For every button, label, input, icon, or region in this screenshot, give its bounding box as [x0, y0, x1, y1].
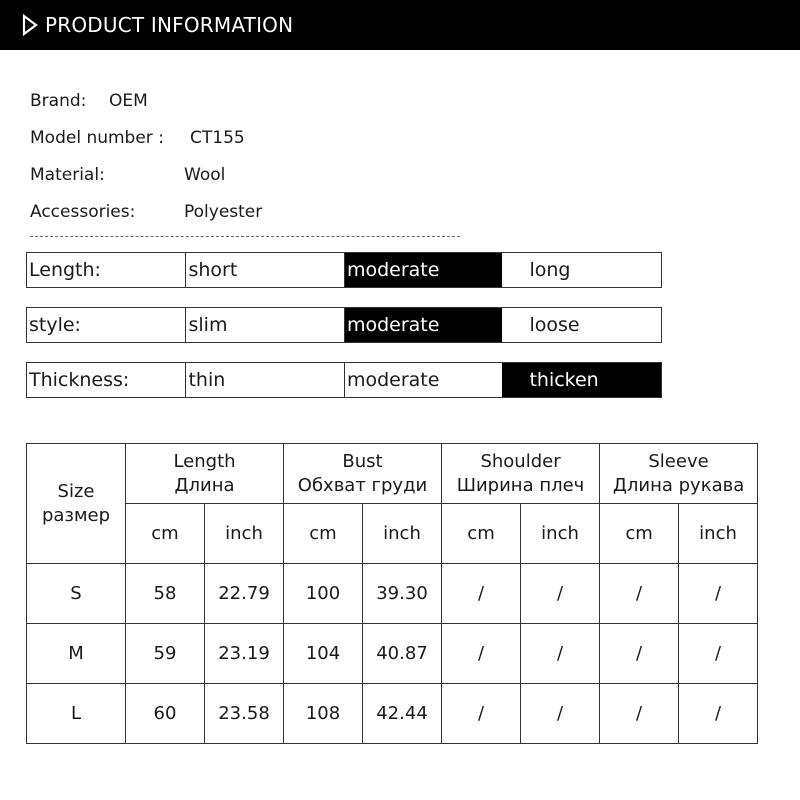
scale-length: [26, 252, 662, 288]
material-label: Material:: [30, 165, 105, 185]
value-cell: /: [521, 564, 600, 624]
material-value: Wool: [184, 165, 226, 185]
value-cell: /: [442, 564, 521, 624]
value-cell: /: [442, 684, 521, 744]
value-cell: /: [679, 684, 758, 744]
value-cell: /: [600, 564, 679, 624]
table-row: [27, 624, 758, 684]
scale-option-loose: loose: [529, 314, 580, 336]
bust-header: [284, 444, 442, 504]
scale-thickness: [26, 362, 662, 398]
scale-option-long: long: [529, 259, 571, 281]
value-cell: 42.44: [363, 684, 442, 744]
scale-label: Length:: [29, 259, 101, 281]
unit-cell: inch: [679, 504, 758, 564]
sleeve-header: [600, 444, 758, 504]
table-row: [27, 564, 758, 624]
value-cell: /: [521, 684, 600, 744]
unit-cell: cm: [126, 504, 205, 564]
bust-header-en: Bust: [342, 450, 383, 472]
value-cell: /: [679, 624, 758, 684]
scale-label: Thickness:: [29, 369, 130, 391]
scale-label: style:: [29, 314, 81, 336]
value-cell: 22.79: [205, 564, 284, 624]
length-header: [126, 444, 284, 504]
accessories-label: Accessories:: [30, 202, 136, 222]
size-cell: M: [27, 624, 126, 684]
scale-option-slim: slim: [185, 308, 343, 342]
sleeve-header-en: Sleeve: [648, 450, 709, 472]
size-cell: L: [27, 684, 126, 744]
length-header-ru: Длина: [174, 474, 235, 496]
scale-style: [26, 307, 662, 343]
scale-option-thicken: thicken: [502, 363, 661, 397]
value-cell: 40.87: [363, 624, 442, 684]
scale-option-moderate: moderate: [344, 363, 502, 397]
value-cell: /: [442, 624, 521, 684]
shoulder-header-ru: Ширина плеч: [456, 474, 585, 496]
value-cell: 100: [284, 564, 363, 624]
value-cell: 104: [284, 624, 363, 684]
value-cell: /: [600, 624, 679, 684]
unit-cell: inch: [363, 504, 442, 564]
model-number-label: Model number :: [30, 128, 164, 148]
value-cell: 23.19: [205, 624, 284, 684]
unit-cell: cm: [600, 504, 679, 564]
shoulder-header-en: Shoulder: [480, 450, 561, 472]
size-chart-table: [26, 443, 758, 744]
value-cell: /: [521, 624, 600, 684]
scale-option-moderate: moderate: [344, 253, 502, 287]
scale-option-thin: thin: [185, 363, 343, 397]
brand-value: OEM: [109, 91, 148, 111]
size-header-cell: [27, 444, 126, 564]
value-cell: 59: [126, 624, 205, 684]
unit-cell: inch: [521, 504, 600, 564]
page-title: PRODUCT INFORMATION: [45, 13, 294, 37]
length-header-en: Length: [173, 450, 236, 472]
value-cell: 23.58: [205, 684, 284, 744]
size-header-ru: размер: [41, 504, 111, 526]
accessories-value: Polyester: [184, 202, 263, 222]
brand-label: Brand:: [30, 91, 87, 111]
unit-cell: cm: [284, 504, 363, 564]
dashed-divider: [30, 236, 460, 237]
unit-cell: inch: [205, 504, 284, 564]
units-row: [27, 504, 758, 564]
value-cell: 39.30: [363, 564, 442, 624]
unit-cell: cm: [442, 504, 521, 564]
play-triangle-icon: [22, 14, 38, 36]
header-bar: [0, 0, 800, 50]
value-cell: 108: [284, 684, 363, 744]
value-cell: /: [600, 684, 679, 744]
value-cell: 58: [126, 564, 205, 624]
scale-option-short: short: [185, 253, 343, 287]
size-header-en: Size: [57, 480, 95, 502]
sleeve-header-ru: Длина рукава: [612, 474, 745, 496]
table-row: [27, 684, 758, 744]
value-cell: /: [679, 564, 758, 624]
model-number-value: CT155: [190, 128, 245, 148]
bust-header-ru: Обхват груди: [297, 474, 428, 496]
value-cell: 60: [126, 684, 205, 744]
size-cell: S: [27, 564, 126, 624]
shoulder-header: [442, 444, 600, 504]
scale-option-moderate: moderate: [344, 308, 502, 342]
